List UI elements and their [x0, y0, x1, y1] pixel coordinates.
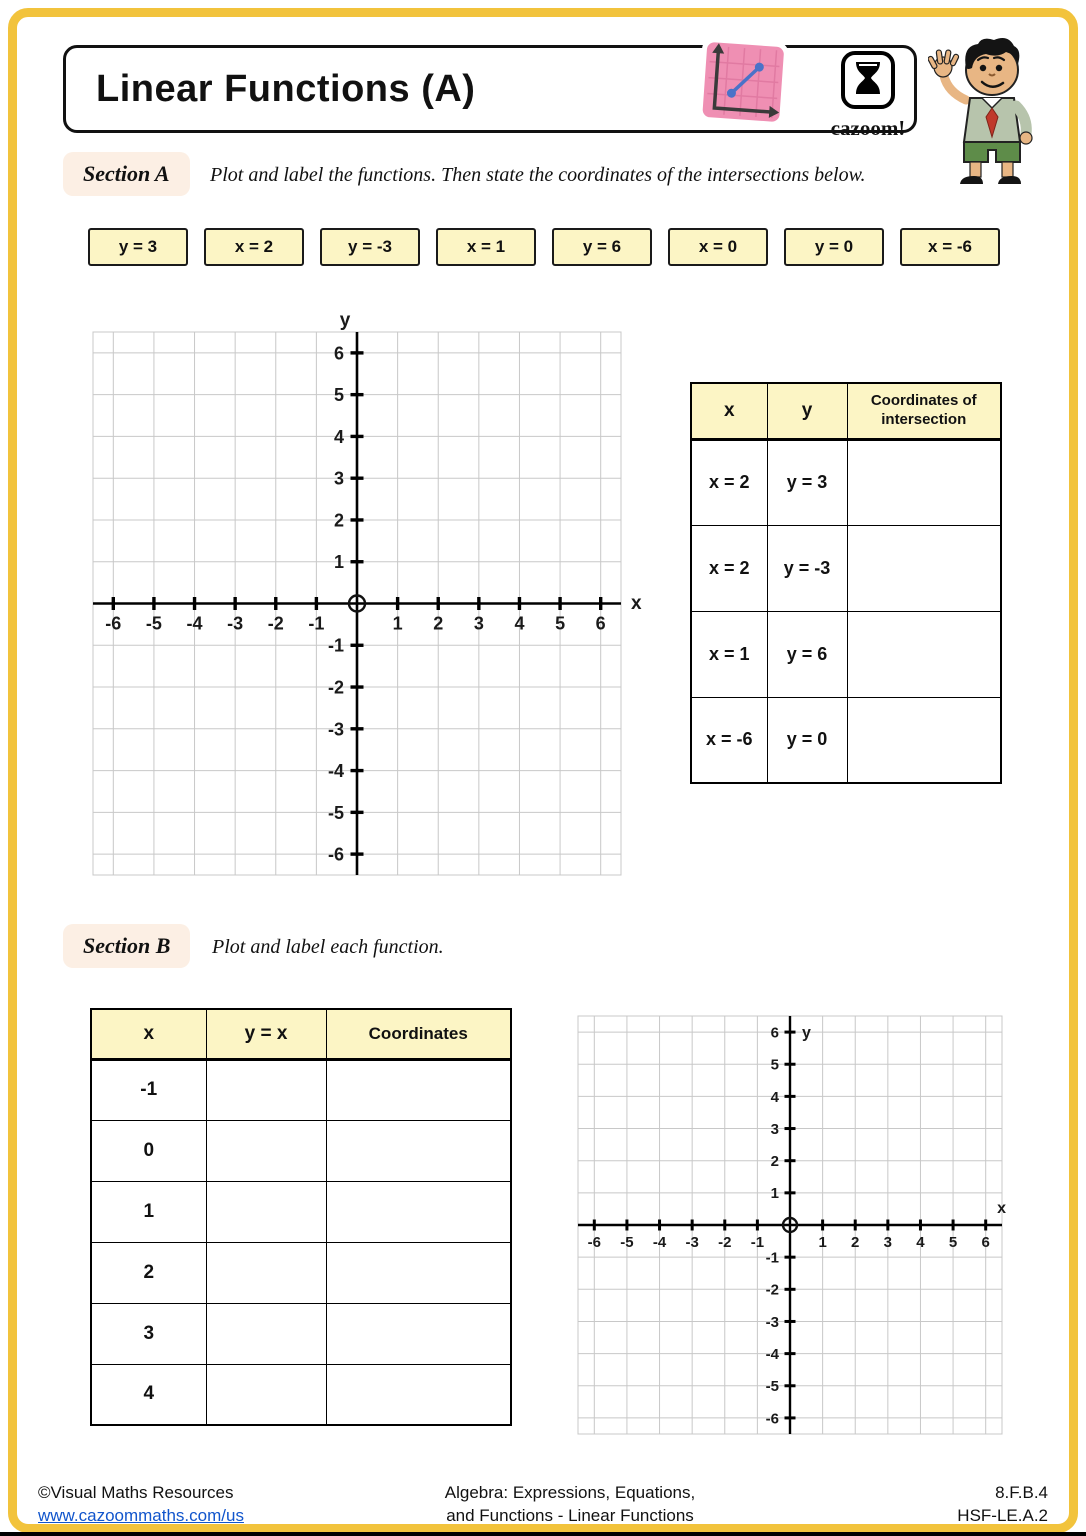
cell-x: -1: [91, 1059, 206, 1120]
svg-text:4: 4: [916, 1234, 925, 1251]
header-x: x: [91, 1009, 206, 1059]
table-row: [91, 1181, 511, 1242]
function-values-table: [90, 1008, 512, 1426]
intersections-table: [690, 382, 1002, 784]
table-row: [691, 439, 1001, 525]
svg-text:-3: -3: [685, 1234, 699, 1251]
copyright-text: ©Visual Maths Resources: [38, 1483, 234, 1502]
svg-text:-4: -4: [186, 613, 203, 634]
svg-text:-3: -3: [327, 719, 344, 740]
svg-text:-5: -5: [327, 802, 344, 823]
cell-x: x = 2: [691, 525, 767, 611]
topic-line-2: and Functions - Linear Functions: [446, 1505, 694, 1525]
function-label-box: y = 6: [552, 228, 652, 266]
answer-cell[interactable]: [206, 1181, 326, 1242]
cell-x: x = 1: [691, 611, 767, 697]
table-row: [91, 1120, 511, 1181]
table-header-row: [91, 1009, 511, 1059]
svg-text:5: 5: [333, 385, 344, 406]
boy-mascot-illustration: [928, 34, 1056, 195]
function-labels-strip: [88, 228, 1000, 266]
header-y: y: [767, 383, 847, 439]
svg-text:3: 3: [883, 1234, 893, 1251]
answer-cell[interactable]: [847, 525, 1001, 611]
cazoom-logo-text: cazoom!: [830, 116, 906, 140]
page-bottom-edge: [0, 1532, 1086, 1536]
function-label-box: y = -3: [320, 228, 420, 266]
answer-cell[interactable]: [326, 1120, 511, 1181]
function-label-box: y = 0: [784, 228, 884, 266]
svg-text:3: 3: [770, 1120, 779, 1138]
svg-text:4: 4: [770, 1088, 779, 1106]
function-label-box: x = -6: [900, 228, 1000, 266]
table-row: [691, 611, 1001, 697]
svg-text:-6: -6: [765, 1410, 779, 1428]
svg-text:x: x: [997, 1200, 1006, 1217]
cell-x: 4: [91, 1364, 206, 1425]
cell-x: 2: [91, 1242, 206, 1303]
svg-text:-5: -5: [620, 1234, 634, 1251]
svg-text:-2: -2: [718, 1234, 732, 1251]
svg-text:3: 3: [473, 613, 484, 634]
table-row: [691, 525, 1001, 611]
header-y-equals-x: y = x: [206, 1009, 326, 1059]
svg-text:-2: -2: [327, 677, 344, 698]
answer-cell[interactable]: [847, 439, 1001, 525]
cell-y: y = -3: [767, 525, 847, 611]
header-coordinates-of-intersection: Coordinates of intersection: [847, 383, 1001, 439]
answer-cell[interactable]: [326, 1059, 511, 1120]
svg-text:2: 2: [333, 510, 344, 531]
graph-sticker-svg: [691, 33, 795, 134]
function-label-box: x = 2: [204, 228, 304, 266]
answer-cell[interactable]: [326, 1181, 511, 1242]
svg-text:-4: -4: [327, 761, 344, 782]
svg-text:-5: -5: [765, 1378, 779, 1396]
svg-text:-1: -1: [750, 1234, 765, 1251]
svg-text:6: 6: [770, 1024, 779, 1042]
cazoom-logo-icon: [839, 50, 897, 110]
table-row: [91, 1059, 511, 1120]
svg-text:3: 3: [333, 468, 344, 489]
answer-cell[interactable]: [326, 1242, 511, 1303]
function-label-box: x = 1: [436, 228, 536, 266]
cazoom-logo: [818, 50, 918, 141]
section-b-label: Section B: [63, 924, 190, 968]
answer-cell[interactable]: [206, 1242, 326, 1303]
svg-text:-2: -2: [765, 1281, 779, 1299]
svg-text:1: 1: [770, 1185, 779, 1203]
svg-text:1: 1: [392, 613, 403, 634]
svg-text:4: 4: [514, 613, 525, 634]
table-row: [91, 1364, 511, 1425]
svg-text:-4: -4: [652, 1234, 667, 1251]
svg-text:5: 5: [555, 613, 566, 634]
footer-topic: [340, 1482, 800, 1528]
answer-cell[interactable]: [847, 611, 1001, 697]
cell-y: y = 3: [767, 439, 847, 525]
cell-x: 1: [91, 1181, 206, 1242]
answer-cell[interactable]: [206, 1364, 326, 1425]
page-title: Linear Functions (A): [96, 67, 476, 110]
answer-cell[interactable]: [326, 1303, 511, 1364]
svg-text:2: 2: [851, 1234, 860, 1251]
cell-x: x = 2: [691, 439, 767, 525]
header-x: x: [691, 383, 767, 439]
svg-text:6: 6: [981, 1234, 990, 1251]
table-header-row: [691, 383, 1001, 439]
cell-x: 3: [91, 1303, 206, 1364]
svg-text:2: 2: [770, 1153, 779, 1171]
svg-text:4: 4: [333, 426, 344, 447]
svg-text:y: y: [339, 310, 351, 331]
header-coordinates: Coordinates: [326, 1009, 511, 1059]
svg-text:-5: -5: [145, 613, 162, 634]
cell-y: y = 6: [767, 611, 847, 697]
table-row: [691, 697, 1001, 783]
table-row: [91, 1242, 511, 1303]
svg-text:-4: -4: [765, 1346, 779, 1364]
answer-cell[interactable]: [847, 697, 1001, 783]
topic-line-1: Algebra: Expressions, Equations,: [444, 1483, 696, 1502]
svg-text:-3: -3: [765, 1313, 779, 1331]
section-a-instructions: Plot and label the functions. Then state the coordinates of the intersections below.: [210, 164, 866, 186]
svg-text:6: 6: [333, 343, 344, 364]
coordinate-grid-b[interactable]: [572, 996, 1024, 1448]
answer-cell[interactable]: [206, 1303, 326, 1364]
answer-cell[interactable]: [206, 1120, 326, 1181]
svg-text:2: 2: [433, 613, 444, 634]
svg-text:x: x: [631, 592, 642, 614]
svg-text:-1: -1: [308, 613, 325, 634]
standard-code-1: 8.F.B.4: [995, 1483, 1048, 1502]
svg-text:5: 5: [948, 1234, 958, 1251]
section-b-instructions: Plot and label each function.: [212, 936, 444, 958]
svg-text:-6: -6: [587, 1234, 601, 1251]
cell-x: x = -6: [691, 697, 767, 783]
function-label-box: x = 0: [668, 228, 768, 266]
footer-left: [38, 1482, 244, 1528]
section-a-label: Section A: [63, 152, 190, 196]
standard-code-2: HSF-LE.A.2: [957, 1505, 1048, 1525]
boy-mascot-svg: [928, 34, 1056, 190]
svg-text:-2: -2: [267, 613, 284, 634]
coordinate-grid-a[interactable]: [85, 302, 657, 887]
svg-text:-1: -1: [765, 1249, 779, 1267]
cell-y: y = 0: [767, 697, 847, 783]
svg-text:-6: -6: [105, 613, 122, 634]
svg-text:1: 1: [333, 552, 344, 573]
function-label-box: y = 3: [88, 228, 188, 266]
answer-cell[interactable]: [326, 1364, 511, 1425]
svg-text:-3: -3: [227, 613, 244, 634]
svg-text:5: 5: [770, 1056, 779, 1074]
svg-text:6: 6: [595, 613, 606, 634]
svg-text:-6: -6: [327, 844, 344, 865]
answer-cell[interactable]: [206, 1059, 326, 1120]
svg-text:1: 1: [818, 1234, 827, 1251]
footer-standards: [957, 1482, 1048, 1528]
svg-text:-1: -1: [327, 635, 344, 656]
svg-text:y: y: [802, 1024, 811, 1042]
website-link[interactable]: www.cazoommaths.com/us: [38, 1505, 244, 1525]
graph-sticker-icon: [691, 33, 796, 139]
table-row: [91, 1303, 511, 1364]
cell-x: 0: [91, 1120, 206, 1181]
